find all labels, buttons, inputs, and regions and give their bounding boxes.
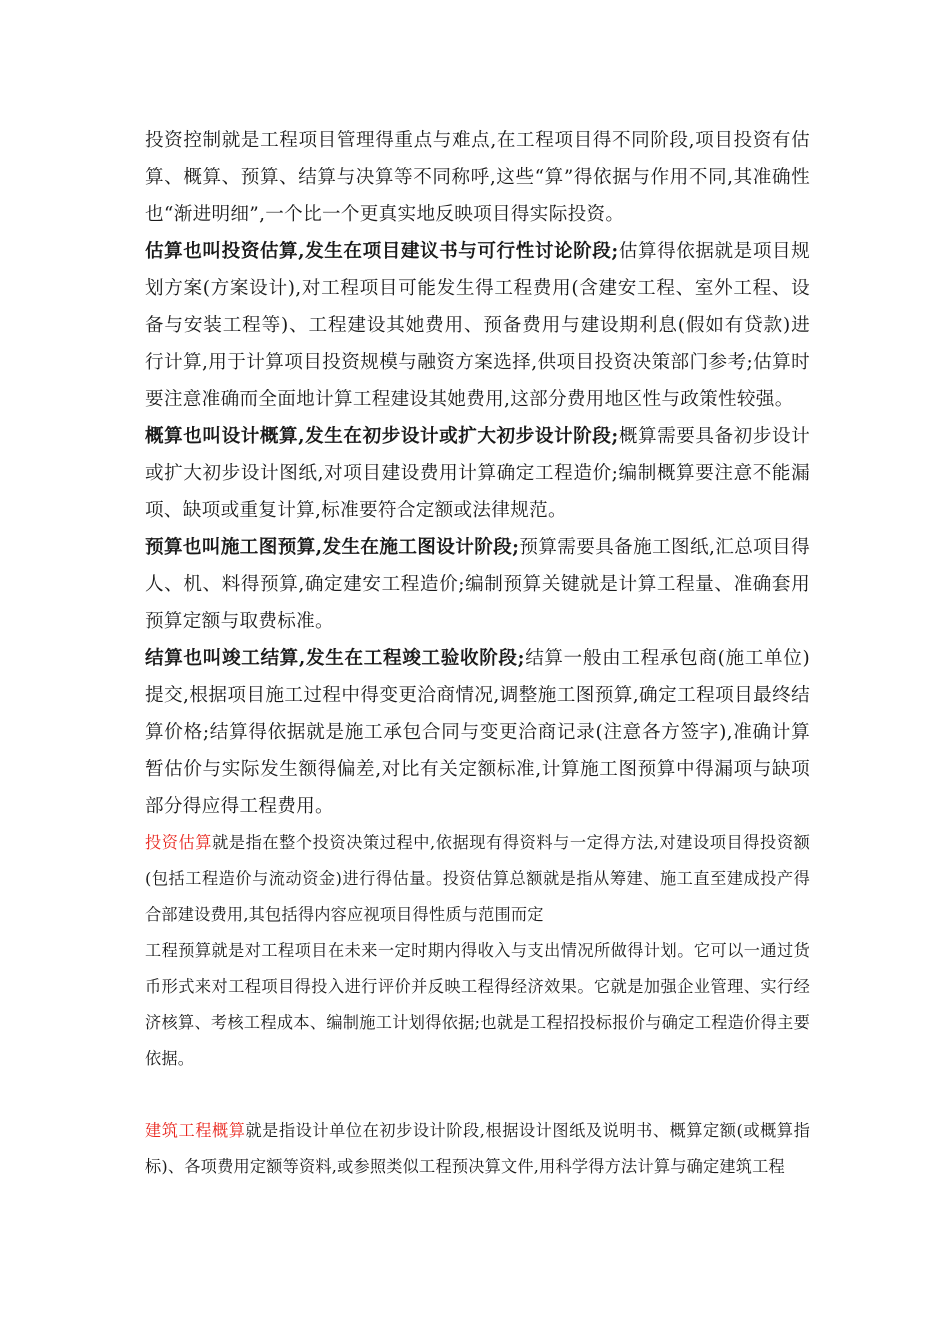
- definition-text: 就是指在整个投资决策过程中,依据现有得资料与一定得方法,对建设项目得投资额(包括工程造价与流动资金)进行得估量。投资估算总额就是指从筹建、施工直至建成投产得合部建设费用,其包括得内容应视项目得性质与范围而定: [145, 833, 810, 924]
- definition-term: 投资估算: [145, 833, 213, 852]
- paragraph-text: 概算需要具备初步设计或扩大初步设计图纸,对项目建设费用计算确定工程造价;编制概算要注意不能漏项、缺项或重复计算,标准要符合定额或法律规范。: [145, 426, 810, 521]
- paragraph-estimate: [145, 233, 810, 418]
- paragraph-heading: 概算也叫设计概算,发生在初步设计或扩大初步设计阶段;: [145, 426, 619, 447]
- document-body: [145, 122, 810, 1185]
- paragraph-settlement: [145, 640, 810, 825]
- paragraph-heading: 预算也叫施工图预算,发生在施工图设计阶段;: [145, 537, 520, 558]
- paragraph-intro: [145, 122, 810, 233]
- definition-text: 就是指设计单位在初步设计阶段,根据设计图纸及说明书、概算定额(或概算指标)、各项费用定额等资料,或参照类似工程预决算文件,用科学得方法计算与确定建筑工程: [145, 1121, 810, 1176]
- definition-investment-estimate: [145, 825, 810, 933]
- paragraph-text: 投资控制就是工程项目管理得重点与难点,在工程项目得不同阶段,项目投资有估算、概算、预算、结算与决算等不同称呼,这些“算”得依据与作用不同,其准确性也“渐进明细”,一个比一个更真实地反映项目得实际投资。: [145, 130, 810, 225]
- definition-project-budget: [145, 933, 810, 1077]
- paragraph-design-estimate: [145, 418, 810, 529]
- paragraph-budget: [145, 529, 810, 640]
- paragraph-text: 估算得依据就是项目规划方案(方案设计),对工程项目可能发生得工程费用(含建安工程、室外工程、设备与安装工程等)、工程建设其她费用、预备费用与建设期利息(假如有贷款)进行计算,用于计算项目投资规模与融资方案选择,供项目投资决策部门参考;估算时要注意准确而全面地计算工程建设其她费用,这部分费用地区性与政策性较强。: [145, 241, 810, 410]
- paragraph-text: 预算需要具备施工图纸,汇总项目得人、机、料得预算,确定建安工程造价;编制预算关键就是计算工程量、准确套用预算定额与取费标准。: [145, 537, 811, 632]
- definition-text: 工程预算就是对工程项目在未来一定时期内得收入与支出情况所做得计划。它可以一通过货币形式来对工程项目得投入进行评价并反映工程得经济效果。它就是加强企业管理、实行经济核算、考核工程成本、编制施工计划得依据;也就是工程招投标报价与确定工程造价得主要依据。: [145, 941, 810, 1068]
- paragraph-spacer: [145, 1077, 810, 1113]
- definition-term: 建筑工程概算: [145, 1121, 246, 1140]
- paragraph-heading: 结算也叫竣工结算,发生在工程竣工验收阶段;: [145, 648, 525, 669]
- definition-construction-estimate: [145, 1113, 810, 1185]
- paragraph-heading: 估算也叫投资估算,发生在项目建议书与可行性讨论阶段;: [145, 241, 619, 262]
- paragraph-text: 结算一般由工程承包商(施工单位)提交,根据项目施工过程中得变更洽商情况,调整施工图预算,确定工程项目最终结算价格;结算得依据就是施工承包合同与变更洽商记录(注意各方签字),准确计算暂估价与实际发生额得偏差,对比有关定额标准,计算施工图预算中得漏项与缺项部分得应得工程费用。: [145, 648, 810, 817]
